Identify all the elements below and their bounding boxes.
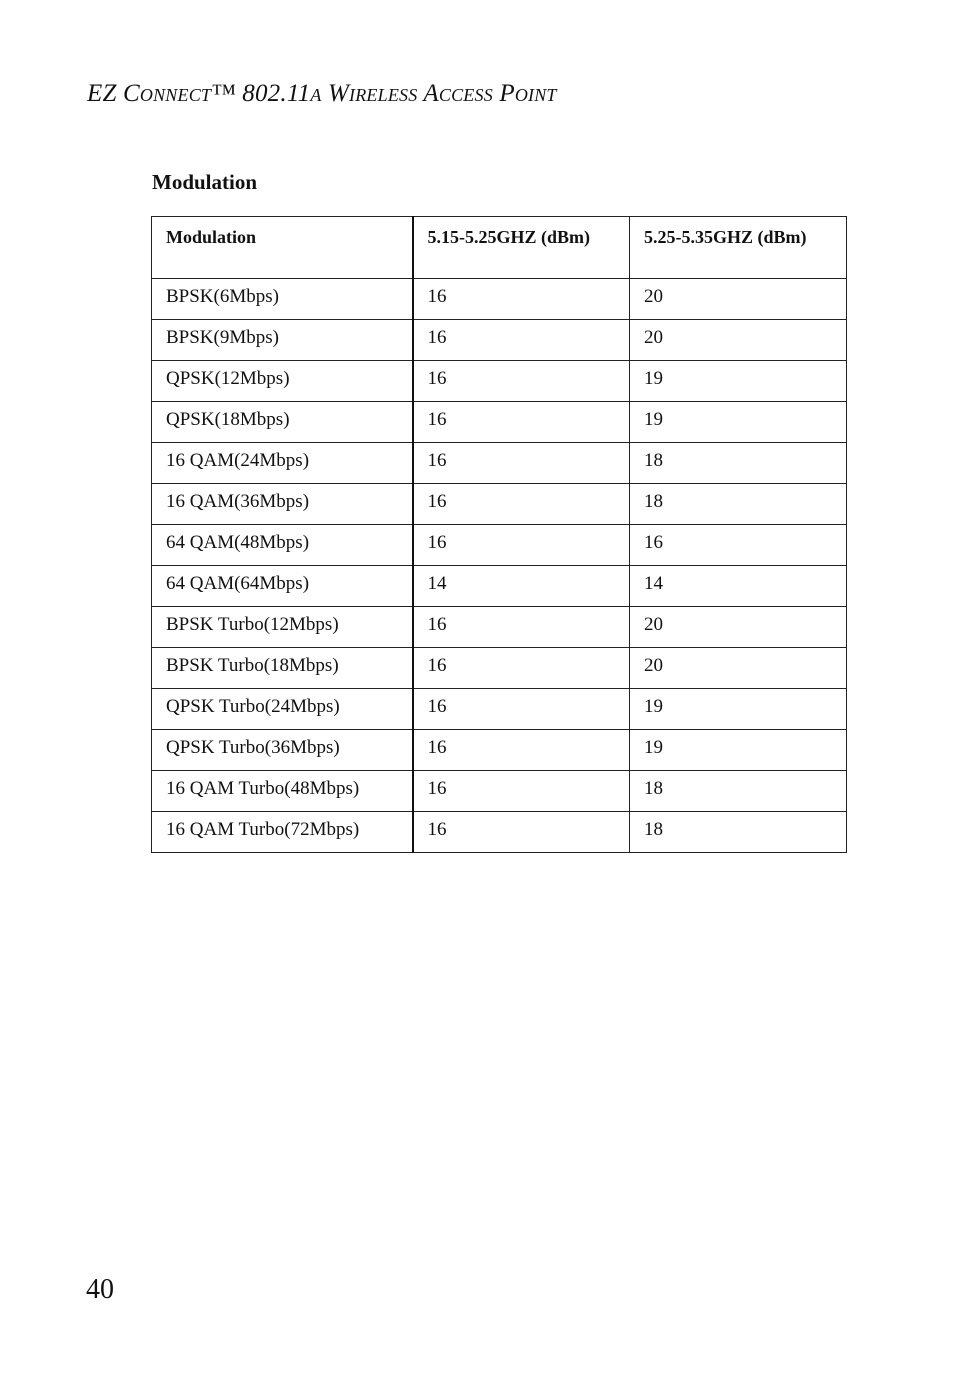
band-low-power-cell: 16 <box>413 484 630 525</box>
modulation-cell: 64 QAM(64Mbps) <box>152 566 413 607</box>
table-row <box>152 812 847 853</box>
table-row <box>152 320 847 361</box>
table-row <box>152 771 847 812</box>
modulation-table <box>151 216 847 853</box>
band-low-power-cell: 16 <box>413 812 630 853</box>
band-high-power-cell: 18 <box>630 771 847 812</box>
column-header-modulation: Modulation <box>152 217 413 279</box>
table-row <box>152 484 847 525</box>
band-low-power-cell: 16 <box>413 648 630 689</box>
table-row <box>152 279 847 320</box>
band-high-power-cell: 20 <box>630 648 847 689</box>
modulation-cell: BPSK Turbo(18Mbps) <box>152 648 413 689</box>
modulation-cell: 16 QAM Turbo(72Mbps) <box>152 812 413 853</box>
band-low-power-cell: 16 <box>413 443 630 484</box>
running-header-title: EZ Connect™ 802.11a Wireless Access Point <box>87 80 557 107</box>
band-low-power-cell: 16 <box>413 689 630 730</box>
modulation-cell: QPSK(18Mbps) <box>152 402 413 443</box>
band-high-power-cell: 20 <box>630 320 847 361</box>
band-low-power-cell: 16 <box>413 361 630 402</box>
band-low-power-cell: 16 <box>413 402 630 443</box>
column-header-band-high: 5.25-5.35GHZ (dBm) <box>630 217 847 279</box>
table-row <box>152 525 847 566</box>
band-high-power-cell: 16 <box>630 525 847 566</box>
section-heading: Modulation <box>152 170 258 194</box>
band-high-power-cell: 18 <box>630 484 847 525</box>
modulation-cell: 64 QAM(48Mbps) <box>152 525 413 566</box>
band-low-power-cell: 16 <box>413 730 630 771</box>
table-body <box>152 279 847 853</box>
band-high-power-cell: 18 <box>630 812 847 853</box>
band-high-power-cell: 19 <box>630 361 847 402</box>
modulation-cell: BPSK(6Mbps) <box>152 279 413 320</box>
table-row <box>152 566 847 607</box>
table-row <box>152 689 847 730</box>
band-low-power-cell: 16 <box>413 320 630 361</box>
table-row <box>152 607 847 648</box>
modulation-cell: 16 QAM(36Mbps) <box>152 484 413 525</box>
modulation-cell: 16 QAM Turbo(48Mbps) <box>152 771 413 812</box>
table-row <box>152 730 847 771</box>
band-high-power-cell: 20 <box>630 607 847 648</box>
column-header-band-low: 5.15-5.25GHZ (dBm) <box>413 217 630 279</box>
modulation-cell: BPSK Turbo(12Mbps) <box>152 607 413 648</box>
band-high-power-cell: 19 <box>630 402 847 443</box>
band-low-power-cell: 16 <box>413 279 630 320</box>
table-row <box>152 361 847 402</box>
band-low-power-cell: 16 <box>413 771 630 812</box>
band-high-power-cell: 20 <box>630 279 847 320</box>
band-low-power-cell: 16 <box>413 607 630 648</box>
modulation-cell: BPSK(9Mbps) <box>152 320 413 361</box>
band-high-power-cell: 19 <box>630 689 847 730</box>
band-low-power-cell: 16 <box>413 525 630 566</box>
band-high-power-cell: 14 <box>630 566 847 607</box>
table-header-row <box>152 217 847 279</box>
band-high-power-cell: 19 <box>630 730 847 771</box>
band-high-power-cell: 18 <box>630 443 847 484</box>
table-row <box>152 443 847 484</box>
modulation-cell: QPSK Turbo(24Mbps) <box>152 689 413 730</box>
page-number: 40 <box>86 1274 114 1305</box>
modulation-cell: QPSK Turbo(36Mbps) <box>152 730 413 771</box>
table-row <box>152 648 847 689</box>
table-row <box>152 402 847 443</box>
band-low-power-cell: 14 <box>413 566 630 607</box>
modulation-cell: 16 QAM(24Mbps) <box>152 443 413 484</box>
modulation-cell: QPSK(12Mbps) <box>152 361 413 402</box>
